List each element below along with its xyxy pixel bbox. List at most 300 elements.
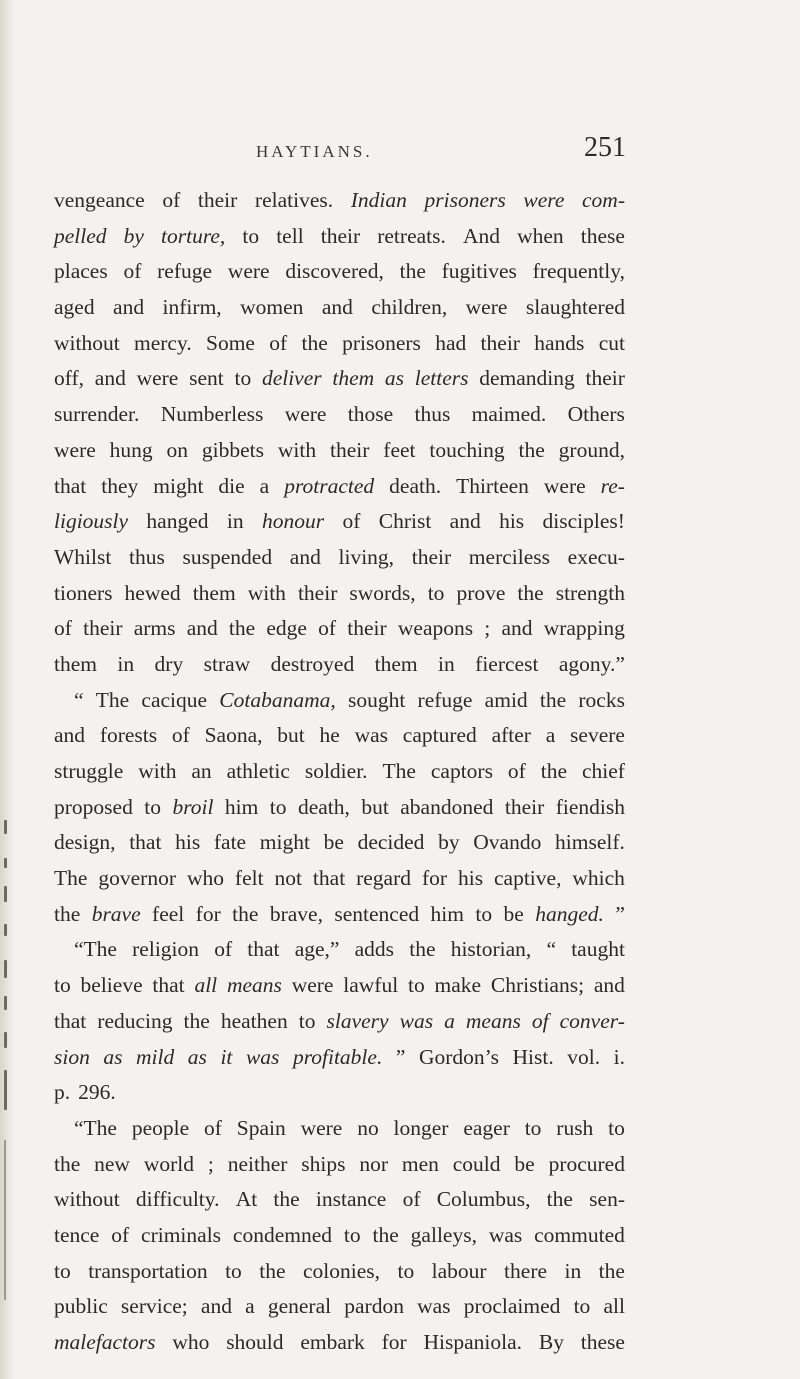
word: Hispaniola.	[423, 1330, 523, 1354]
word: the	[301, 330, 328, 355]
word: of	[269, 330, 288, 355]
word: the	[259, 1258, 286, 1283]
body-text	[54, 183, 625, 1361]
word: on	[166, 437, 189, 462]
word: The	[54, 866, 88, 891]
word: regard	[356, 866, 412, 891]
word: himself.	[555, 830, 625, 855]
word: to	[234, 366, 252, 391]
word: his	[175, 830, 201, 855]
word: prisoners	[424, 188, 506, 212]
binding-edge-marks	[4, 820, 14, 1340]
word: were	[465, 295, 508, 320]
word: decided	[357, 830, 425, 855]
word: was	[488, 1222, 523, 1247]
word: to	[242, 223, 260, 248]
word: athletic	[226, 759, 290, 783]
word: to	[608, 1115, 625, 1140]
word: a	[245, 1294, 255, 1319]
word: merciless	[468, 544, 550, 569]
word: had	[435, 330, 467, 355]
word: the	[54, 1151, 81, 1176]
word: labour	[431, 1258, 487, 1283]
word: to	[397, 1258, 415, 1283]
word: Gordon’s	[418, 1044, 499, 1069]
word: fiendish	[555, 794, 625, 819]
word: ;	[207, 1151, 214, 1176]
word: condemned	[232, 1222, 333, 1247]
word: to	[225, 1258, 242, 1283]
text-line	[54, 219, 625, 255]
word: public	[54, 1294, 108, 1319]
word: cacique	[141, 687, 208, 712]
word: and	[113, 295, 145, 320]
word: tioners	[54, 580, 113, 605]
word: was	[399, 1008, 434, 1033]
word: Christ	[378, 509, 432, 534]
word: the	[598, 1258, 625, 1283]
word: him	[430, 901, 464, 926]
word: for	[195, 901, 221, 926]
word: their	[197, 188, 238, 212]
word: difficulty.	[135, 1187, 220, 1212]
word: p.	[54, 1080, 71, 1105]
word: be	[323, 830, 344, 855]
word: “The	[74, 1115, 117, 1140]
word: relatives.	[254, 188, 334, 212]
word: lawful	[343, 973, 399, 998]
word: the	[409, 937, 436, 962]
word: and	[593, 973, 625, 998]
word: when	[517, 223, 564, 248]
word: to	[54, 973, 71, 998]
word: hands	[534, 330, 585, 355]
word: wrapping	[543, 616, 625, 641]
word: infirm,	[162, 295, 222, 320]
word: not	[274, 866, 302, 891]
word: were	[291, 973, 334, 998]
word: refuge	[157, 259, 213, 284]
word: the	[539, 687, 567, 712]
word: the	[372, 1222, 399, 1247]
word: taught	[571, 937, 625, 962]
text-line	[54, 397, 625, 433]
word: believe	[80, 973, 143, 998]
word: sentenced	[334, 901, 420, 926]
word: hanged.	[535, 901, 604, 926]
text-line	[54, 1289, 625, 1325]
word: vengeance	[54, 188, 145, 212]
word: to	[524, 1115, 542, 1140]
text-line	[54, 326, 625, 362]
word: who	[186, 866, 224, 891]
word: retreats.	[377, 223, 446, 248]
word: struggle	[54, 759, 124, 783]
word: “The	[74, 937, 117, 962]
word: to	[144, 794, 161, 819]
word: feel	[152, 901, 185, 926]
text-line	[54, 254, 625, 290]
word: which	[572, 866, 625, 891]
word: tell	[276, 223, 304, 248]
word: nor	[359, 1151, 389, 1176]
word: was	[245, 1044, 280, 1069]
word: their	[585, 366, 625, 391]
word: world	[143, 1151, 194, 1176]
word: hewed	[124, 580, 181, 605]
word: a	[259, 473, 270, 498]
word: were	[543, 473, 586, 498]
word: they	[101, 473, 139, 498]
word: were	[300, 1115, 343, 1140]
word: to	[343, 1222, 361, 1247]
running-head	[54, 132, 626, 178]
word: Whilst	[54, 544, 112, 569]
word: forests	[99, 723, 158, 748]
text-line	[54, 1040, 625, 1076]
word: was	[417, 1294, 451, 1319]
word: prove	[456, 580, 506, 605]
word: fate	[213, 830, 247, 855]
word: maimed.	[471, 402, 547, 427]
word: Ovando	[473, 830, 542, 855]
word: of	[531, 1008, 549, 1033]
word: their	[83, 616, 123, 641]
word: profitable.	[292, 1044, 383, 1069]
word: conver-	[559, 1008, 625, 1033]
word: living,	[338, 544, 395, 569]
word: protracted	[284, 473, 375, 498]
text-line	[54, 861, 625, 897]
word: commuted	[534, 1222, 625, 1247]
word: brave	[91, 901, 141, 926]
word: but	[361, 794, 389, 819]
word: were	[136, 366, 179, 391]
word: them	[374, 651, 418, 676]
word: children,	[371, 295, 448, 320]
word: that	[312, 866, 346, 891]
word: women	[240, 295, 304, 320]
text-line	[54, 433, 625, 469]
text-line	[54, 647, 625, 683]
word: their	[347, 616, 387, 641]
word: without	[54, 330, 120, 355]
word: for	[381, 1330, 407, 1354]
word: ”	[395, 1044, 406, 1069]
word: that	[152, 973, 185, 998]
text-line	[54, 825, 625, 861]
word: with	[138, 759, 177, 783]
word: were	[284, 402, 327, 427]
word: places	[54, 259, 108, 284]
word: by	[123, 223, 144, 248]
word: captors	[430, 759, 493, 783]
word: criminals	[141, 1222, 222, 1247]
word: them	[332, 366, 375, 391]
word: sought	[347, 687, 406, 712]
word: letters	[414, 366, 469, 391]
word: Columbus,	[436, 1187, 531, 1212]
word: who	[172, 1330, 210, 1354]
word: the	[518, 437, 545, 462]
word: dry	[154, 651, 184, 676]
word: for	[421, 866, 448, 891]
word: Some	[206, 330, 255, 355]
word: ”	[615, 901, 625, 926]
word: were	[523, 188, 565, 212]
word: to	[475, 901, 493, 926]
text-line	[54, 1075, 625, 1111]
word: neither	[227, 1151, 288, 1176]
text-line	[54, 469, 625, 505]
word: Others	[567, 402, 625, 427]
word: fugitives	[441, 259, 517, 284]
word: all	[194, 973, 218, 998]
word: means	[226, 973, 282, 998]
word: cut	[598, 330, 625, 355]
word: embark	[300, 1330, 365, 1354]
word: soldier.	[304, 759, 368, 783]
word: eager	[463, 1115, 510, 1140]
word: might	[259, 830, 310, 855]
word: The	[95, 687, 130, 712]
word: Hist.	[512, 1044, 554, 1069]
word: that	[129, 830, 162, 855]
word: discovered,	[285, 259, 384, 284]
word: reducing	[97, 1008, 173, 1033]
word: should	[226, 1330, 284, 1354]
running-head-title: HAYTIANS.	[256, 142, 373, 161]
word: to	[427, 580, 445, 605]
word: these	[580, 1330, 625, 1354]
word: vol.	[567, 1044, 601, 1069]
word: Cotabanama,	[219, 687, 336, 712]
word: surrender.	[54, 402, 140, 427]
word: i.	[613, 1044, 625, 1069]
word: he	[319, 723, 340, 748]
text-line	[54, 1147, 625, 1183]
word: ground,	[558, 437, 625, 462]
word: general	[267, 1294, 332, 1319]
word: of	[318, 616, 337, 641]
text-line	[54, 504, 625, 540]
word: design,	[54, 830, 116, 855]
word: of	[111, 1222, 130, 1247]
word: to	[54, 1258, 71, 1283]
text-line	[54, 290, 625, 326]
word: slaughtered	[525, 295, 625, 320]
word: tence	[54, 1222, 100, 1247]
word: hung	[109, 437, 153, 462]
word: “	[546, 937, 557, 962]
word: Saona,	[204, 723, 263, 748]
text-line	[54, 1325, 625, 1361]
word: was	[354, 723, 389, 748]
word: aged	[54, 295, 95, 320]
word: to	[573, 1294, 591, 1319]
word: die	[218, 473, 245, 498]
word: And	[462, 223, 500, 248]
word: of	[171, 723, 190, 748]
word: arms	[133, 616, 176, 641]
word: suspended	[182, 544, 273, 569]
word: of	[507, 759, 526, 783]
word: and	[54, 723, 86, 748]
word: to	[408, 973, 425, 998]
word: as	[187, 1044, 207, 1069]
word: their	[504, 794, 545, 819]
word: swords,	[349, 580, 416, 605]
word: that	[54, 1008, 87, 1033]
word: execu-	[567, 544, 625, 569]
word: thus	[414, 402, 451, 427]
word: broil	[172, 794, 214, 819]
word: a	[545, 723, 556, 748]
word: could	[452, 1151, 501, 1176]
word: these	[580, 223, 625, 248]
word: adds	[354, 937, 395, 962]
word: destroyed	[270, 651, 355, 676]
text-line	[54, 1218, 625, 1254]
word: sent	[189, 366, 224, 391]
word: his	[499, 509, 525, 534]
word: off,	[54, 366, 85, 391]
word: the	[517, 580, 544, 605]
word: hanged	[146, 509, 209, 534]
text-line	[54, 1254, 625, 1290]
word: chief	[581, 759, 625, 783]
word: rocks	[578, 687, 625, 712]
word: to	[298, 1008, 316, 1033]
word: slavery	[326, 1008, 389, 1033]
word: captured	[402, 723, 477, 748]
word: procured	[548, 1151, 625, 1176]
word: governor	[98, 866, 176, 891]
word: com-	[582, 188, 625, 212]
word: a	[444, 1008, 455, 1033]
word: By	[538, 1330, 564, 1354]
word: At	[235, 1187, 258, 1212]
word: sion	[54, 1044, 90, 1069]
word: malefactors	[54, 1330, 156, 1354]
word: be	[514, 1151, 535, 1176]
word: Thirteen	[456, 473, 529, 498]
text-line	[54, 754, 625, 790]
word: “	[74, 687, 84, 712]
text-line	[54, 968, 625, 1004]
word: of	[203, 1115, 222, 1140]
word: as	[384, 366, 405, 391]
word: the	[540, 759, 568, 783]
word: torture,	[161, 223, 226, 248]
word: of	[123, 259, 142, 284]
word: ;	[484, 616, 491, 641]
word: without	[54, 1187, 120, 1212]
word: Christians;	[490, 973, 585, 998]
word: straw	[203, 651, 251, 676]
word: their	[330, 437, 370, 462]
word: Indian	[350, 188, 407, 212]
text-line	[54, 1111, 625, 1147]
word: him	[224, 794, 259, 819]
word: the	[399, 259, 426, 284]
word: refuge	[417, 687, 473, 712]
word: and	[94, 366, 126, 391]
word: mercy.	[134, 330, 192, 355]
word: them	[54, 651, 97, 676]
word: gibbets	[201, 437, 265, 462]
word: disciples!	[542, 509, 625, 534]
word: men	[401, 1151, 439, 1176]
word: historian,	[450, 937, 532, 962]
text-line	[54, 1182, 625, 1218]
word: were	[54, 437, 96, 462]
word: might	[153, 473, 204, 498]
text-line	[54, 683, 625, 719]
word: it	[220, 1044, 233, 1069]
word: to	[269, 794, 287, 819]
word: in	[117, 651, 135, 676]
text-line	[54, 576, 625, 612]
text-line	[54, 790, 625, 826]
text-line	[54, 540, 625, 576]
word: death.	[389, 473, 442, 498]
word: their	[320, 223, 361, 248]
word: the	[546, 1187, 573, 1212]
word: of	[54, 616, 72, 641]
word: of	[342, 509, 361, 534]
word: captive,	[494, 866, 562, 891]
word: that	[54, 473, 87, 498]
word: means	[465, 1008, 521, 1033]
word: them	[192, 580, 236, 605]
word: their	[480, 330, 520, 355]
word: transportation	[88, 1258, 208, 1283]
word: pardon	[344, 1294, 404, 1319]
page-number: 251	[584, 132, 626, 163]
word: his	[457, 866, 484, 891]
word: longer	[393, 1115, 449, 1140]
word: strength	[555, 580, 625, 605]
word: sen-	[589, 1187, 625, 1212]
word: were	[227, 259, 270, 284]
word: in	[438, 651, 455, 676]
word: Spain	[236, 1115, 286, 1140]
word: The	[382, 759, 416, 783]
text-line	[54, 611, 625, 647]
word: with	[247, 580, 286, 605]
word: and	[501, 616, 533, 641]
word: the	[232, 901, 259, 926]
word: and	[289, 544, 321, 569]
text-line	[54, 183, 625, 219]
text-line	[54, 1004, 625, 1040]
word: all	[603, 1294, 625, 1319]
word: mild	[136, 1044, 175, 1069]
word: as	[103, 1044, 123, 1069]
word: service;	[120, 1294, 188, 1319]
word: and	[321, 295, 353, 320]
word: in	[226, 509, 244, 534]
word: frequently,	[532, 259, 625, 284]
word: fiercest	[475, 651, 539, 676]
word: Numberless	[160, 402, 264, 427]
word: demanding	[479, 366, 575, 391]
word: people	[131, 1115, 190, 1140]
word: make	[434, 973, 482, 998]
word: the	[183, 1008, 210, 1033]
word: and	[186, 616, 218, 641]
